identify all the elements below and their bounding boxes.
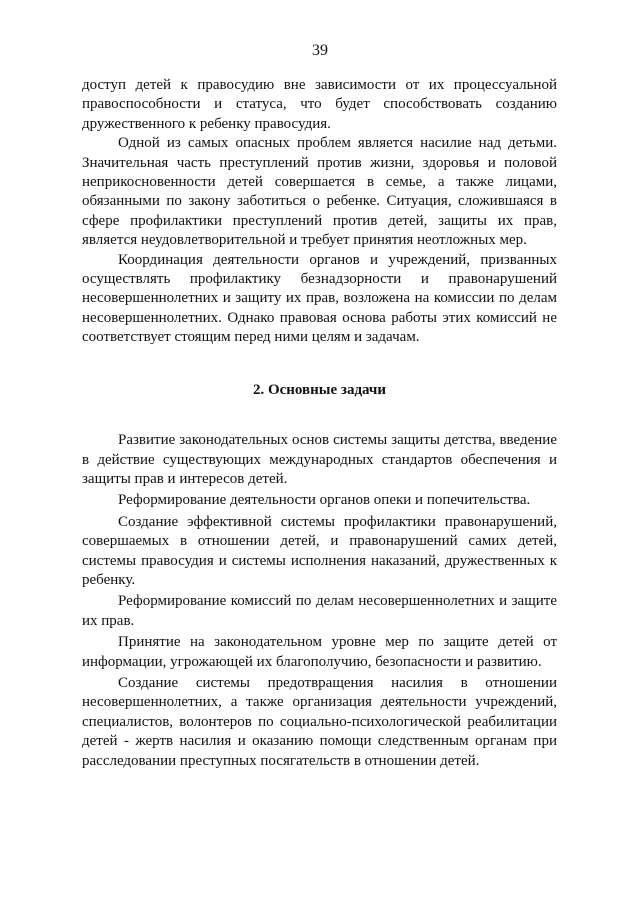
paragraph-violence: Одной из самых опасных проблем является насилие над детьми. Значительная часть преступлений против жизни, здоровья и половой неприкосновенности детей совершается в семье, а также лицами, обязанными по закону заботиться о ребенке. Ситуация, сложившаяся в сфере профилактики преступлений против детей, защиты их прав, является неудовлетворительной и требует принятия неотложных мер. bbox=[82, 135, 557, 249]
page-number: 39 bbox=[312, 42, 328, 59]
task-paragraph: Реформирование деятельности органов опеки и попечительства. bbox=[118, 492, 531, 509]
task-paragraph: Принятие на законодательном уровне мер по защите детей от информации, угрожающей их благополучию, безопасности и развитию. bbox=[82, 634, 557, 670]
paragraph-coordination: Координация деятельности органов и учреждений, призванных осуществлять профилактику безнадзорности и правонарушений несовершеннолетних и защиту их прав, возложена на комиссии по делам несовершеннолетних. Однако правовая основа работы этих комиссий не соответствует стоящим перед ними целям и задачам. bbox=[82, 251, 557, 346]
task-paragraph: Создание системы предотвращения насилия в отношении несовершеннолетних, а также организация деятельности учреждений, специалистов, волонтеров по социально-психологической реабилитации детей - жертв насилия и оказанию помощи следственным органам при расследовании преступных посягательств в отношении детей. bbox=[82, 674, 557, 769]
section-heading: 2. Основные задачи bbox=[252, 381, 387, 398]
page-content bbox=[82, 76, 557, 771]
task-paragraph: Создание эффективной системы профилактики правонарушений, совершаемых в отношении детей, и правонарушений самих детей, системы правосудия и системы исполнения наказаний, дружественных к ребенку. bbox=[82, 513, 557, 588]
intro-paragraph: доступ детей к правосудию вне зависимости от их процессуальной правоспособности и статуса, что будет способствовать созданию дружественного к ребенку правосудия. bbox=[82, 77, 557, 132]
task-paragraph: Развитие законодательных основ системы защиты детства, введение в действие существующих международных стандартов обеспечения и защиты прав и интересов детей. bbox=[82, 432, 557, 487]
task-paragraph: Реформирование комиссий по делам несовершеннолетних и защите их прав. bbox=[82, 593, 557, 629]
